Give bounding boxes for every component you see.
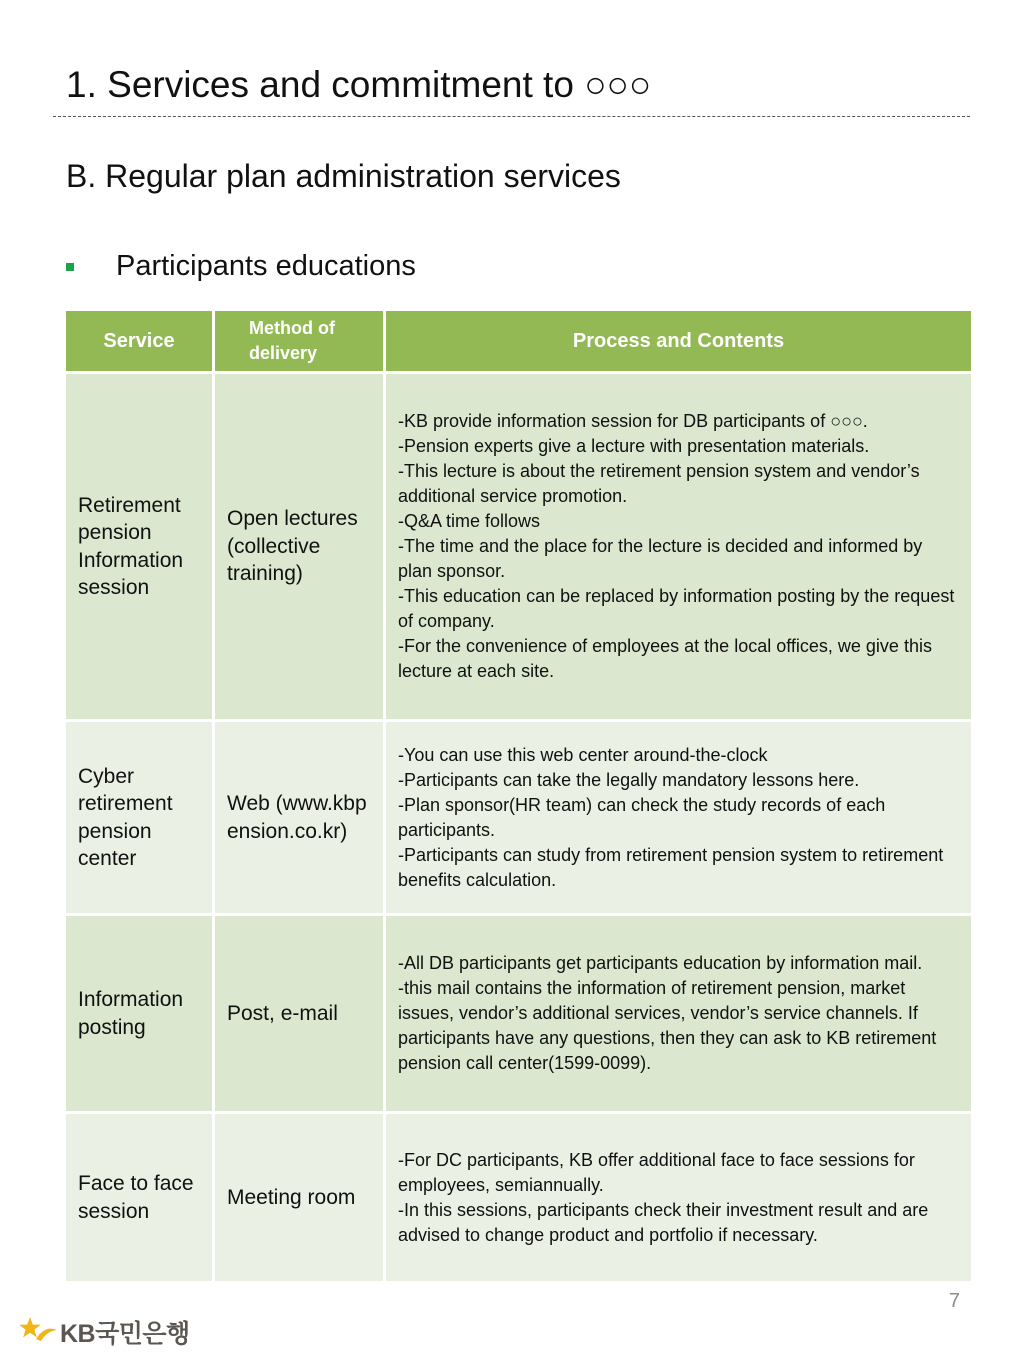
title-divider [53,116,970,117]
process-cell [385,915,973,1113]
table-row [65,373,973,721]
process-line: -Pension experts give a lecture with presentation materials. [398,436,870,456]
process-cell [385,721,973,915]
logo-text: KB국민은행 [60,1320,190,1348]
service-cell: Retirement pension Information session [65,373,214,721]
method-cell: Meeting room [214,1113,385,1283]
process-line: -this mail contains the information of retirement pension, market issues, vendor’s additional services, vendor’s service channels. If participants have any questions, then they can ask to KB retirement pension call center(1599-0099). [398,978,937,1073]
process-line: -All DB participants get participants education by information mail. [398,953,923,973]
column-header-process: Process and Contents [385,310,973,373]
process-line: -The time and the place for the lecture is decided and informed by plan sponsor. [398,536,923,581]
column-header-method: Method of delivery [214,310,385,373]
process-line: -Participants can study from retirement pension system to retirement benefits calculation. [398,844,944,890]
process-line: -Plan sponsor(HR team) can check the study records of each participants. [398,794,886,840]
table-row [65,915,973,1113]
section-subtitle: B. Regular plan administration services [66,158,621,194]
process-line: -For the convenience of employees at the local offices, we give this lecture at each site. [398,636,932,681]
service-cell: Cyber retirement pension center [65,721,214,915]
slide-title: 1. Services and commitment to ○○○ [66,64,652,105]
process-line: -Q&A time follows [398,511,541,531]
process-line: -KB provide information session for DB participants of ○○○. [398,411,868,431]
method-cell: Open lectures (collective training) [214,373,385,721]
process-cell [385,373,973,721]
service-cell: Face to face session [65,1113,214,1283]
process-line: -For DC participants, KB offer additional face to face sessions for employees, semiannually. [398,1149,915,1195]
process-line: -Participants can take the legally mandatory lessons here. [398,769,860,790]
kb-star-icon [18,1315,58,1350]
column-header-service: Service [65,310,214,373]
kb-logo [18,1314,190,1350]
table-row [65,1113,973,1283]
square-bullet-icon [66,263,74,271]
service-cell: Information posting [65,915,214,1113]
process-line: -This education can be replaced by information posting by the request of company. [398,586,955,631]
table-header-row [65,310,973,373]
method-cell: Post, e-mail [214,915,385,1113]
bullet-text: Participants educations [116,250,416,282]
process-line: -This lecture is about the retirement pension system and vendor’s additional service promotion. [398,461,920,506]
page-number: 7 [948,1290,960,1312]
process-line: -In this sessions, participants check their investment result and are advised to change product and portfolio if necessary. [398,1199,929,1245]
table-row [65,721,973,915]
process-line: -You can use this web center around-the-clock [398,744,768,765]
process-cell [385,1113,973,1283]
method-cell: Web (www.kbpension.co.kr) [214,721,385,915]
education-table [63,308,974,1284]
bullet-item [66,250,416,283]
